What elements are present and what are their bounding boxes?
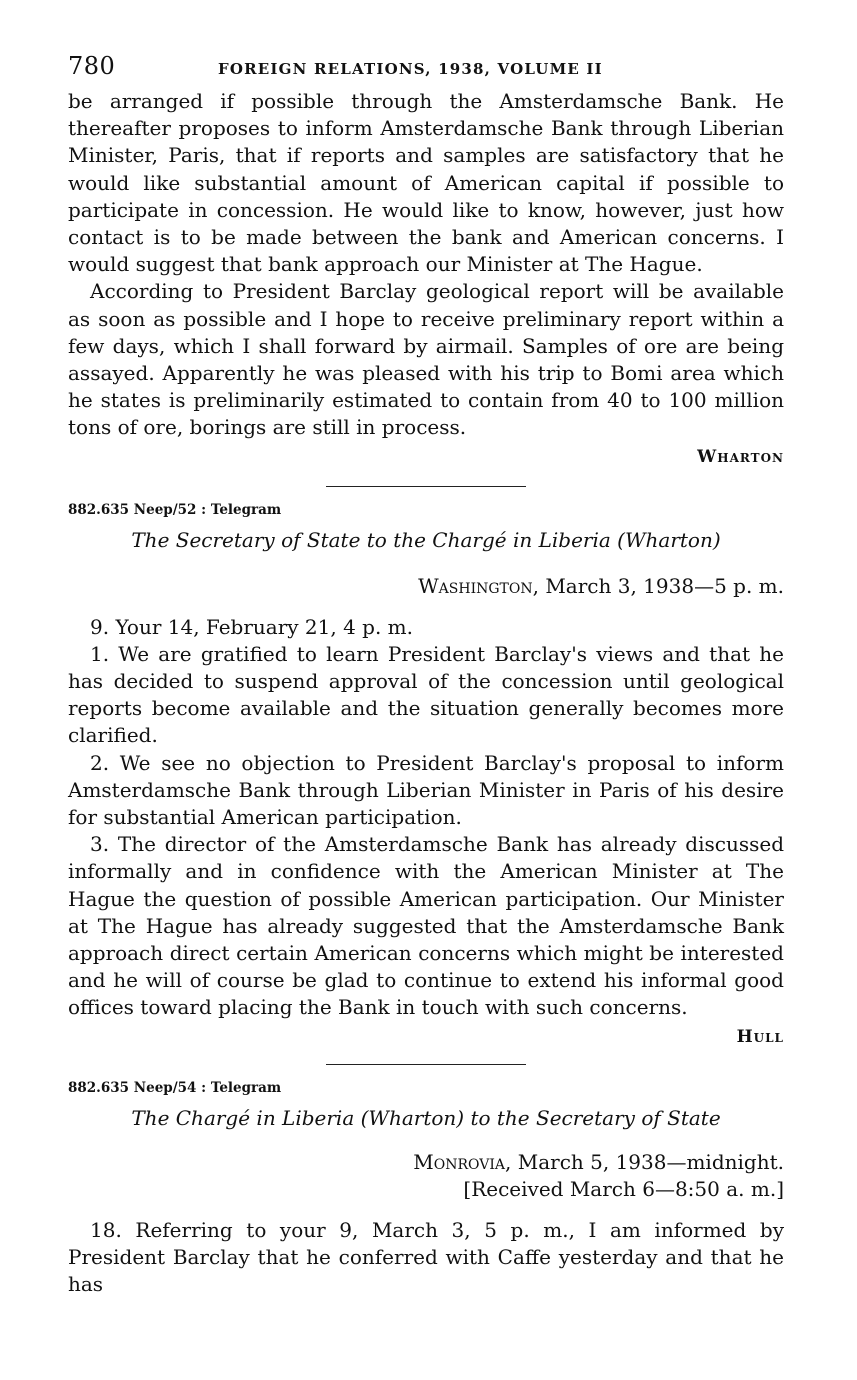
dateline-place: Washington — [418, 573, 533, 598]
dateline-date: , March 3, 1938—5 p. m. — [532, 573, 784, 598]
body-paragraph: 3. The director of the Amsterdamsche Bank has already discussed informally and in confidence with the American Minister at The Hague the question of possible American participation. Our Minister at The Hague has already suggested that the Amsterdamsche Bank approach direct certain American concerns which might be interested and he will of course be glad to continue to extend his informal good offices toward placing the Bank in touch with such concerns. — [68, 832, 784, 1020]
running-head: FOREIGN RELATIONS, 1938, VOLUME II — [218, 60, 603, 78]
dateline-date: , March 5, 1938—midnight. — [505, 1149, 784, 1174]
dateline-place: Monrovia — [413, 1149, 506, 1174]
dateline — [68, 1149, 784, 1176]
document-section-2 — [68, 1077, 784, 1299]
body-paragraph: 2. We see no objection to President Barclay's proposal to inform Amsterdamsche Bank through Liberian Minister in Paris of his desire for substantial American participation. — [68, 750, 784, 830]
body-paragraph: be arranged if possible through the Amsterdamsche Bank. He thereafter proposes to inform Amsterdamsche Bank through Liberian Minister, Paris, that if reports and samples are satisfactory that he would like substantial amount of American capital if possible to participate in concession. He would like to know, however, just how contact is to be made between the bank and American concerns. I would suggest that bank approach our Minister at The Hague. — [68, 89, 784, 277]
continuation-section — [68, 88, 784, 472]
document-page — [68, 52, 784, 1298]
body-paragraph: 18. Referring to your 9, March 3, 5 p. m., I am informed by President Barclay that he conferred with Caffe yesterday and that he has — [68, 1217, 784, 1297]
body-paragraph: 1. We are gratified to learn President Barclay's views and that he has decided to suspend approval of the concession until geological reports become available and the situation generally becomes more clarified. — [68, 641, 784, 748]
dateline — [68, 573, 784, 600]
file-reference: 882.635 Neep/52 : Telegram — [68, 501, 282, 518]
document-title: The Chargé in Liberia (Wharton) to the Secretary of State — [131, 1105, 721, 1130]
document-title: The Secretary of State to the Chargé in Liberia (Wharton) — [131, 527, 721, 552]
page-header — [68, 52, 784, 88]
file-reference: 882.635 Neep/54 : Telegram — [68, 1079, 282, 1096]
body-paragraph: According to President Barclay geological report will be available as soon as possible and I hope to receive preliminary report within a few days, which I shall forward by airmail. Samples of ore are being assayed. Apparently he was pleased with his trip to Bomi area which he states is preliminarily estimated to contain from 40 to 100 million tons of ore, borings are still in process. — [68, 279, 784, 440]
received-line: [Received March 6—8:50 a. m.] — [463, 1176, 784, 1201]
signature-wharton: Wharton — [697, 446, 784, 467]
document-section-1 — [68, 499, 784, 1052]
body-paragraph: 9. Your 14, February 21, 4 p. m. — [90, 614, 413, 639]
signature-hull: Hull — [736, 1026, 784, 1047]
page-number: 780 — [68, 52, 116, 80]
